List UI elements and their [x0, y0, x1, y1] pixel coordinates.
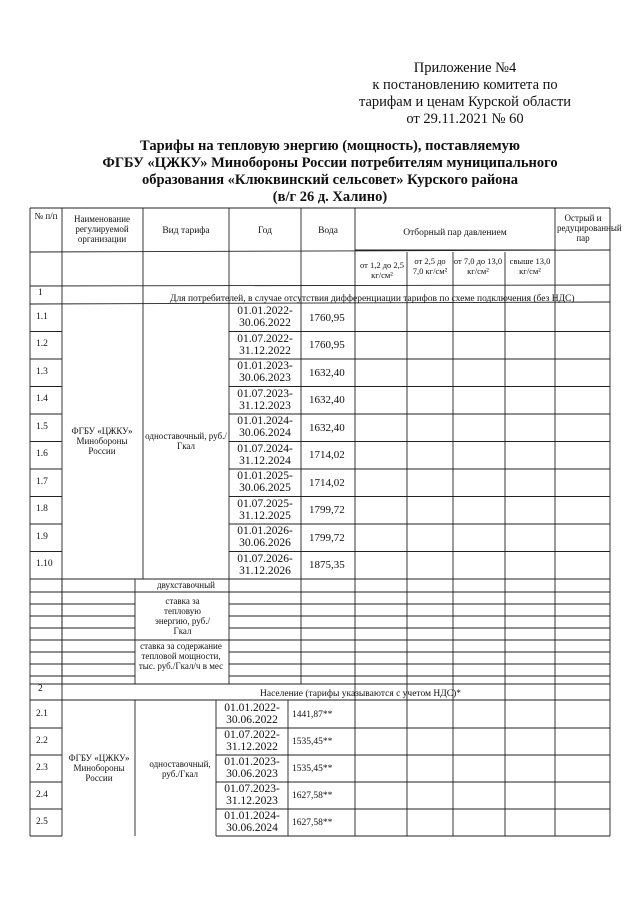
row-number: 1.8 [36, 504, 48, 515]
tariff-value: 1535,45** [292, 736, 333, 747]
tariff-value: 1760,95 [309, 311, 345, 324]
header-tariff-type: Вид тарифа [162, 226, 210, 236]
period-end: 30.06.2022 [226, 714, 278, 726]
title-line-3: образования «Клюквинский сельсовет» Курского района [141, 172, 519, 188]
row-number: 2.1 [36, 708, 48, 719]
period-start: 01.07.2022- [224, 729, 280, 741]
appendix-line-3: тарифам и ценам Курской области [358, 94, 572, 110]
row-number: 1.9 [36, 531, 48, 542]
appendix-line-1: Приложение №4 [413, 60, 517, 76]
org-name-1: ФГБУ «ЦЖКУ» Минобороны России [71, 426, 133, 456]
header-sharp-steam: Острый и редуцированный пар [557, 213, 622, 243]
period-end: 30.06.2023 [239, 372, 291, 384]
header-p2: от 2,5 до 7,0 кг/см² [412, 256, 448, 276]
appendix-line-2: к постановлению комитета по [372, 77, 558, 93]
title-line-2: ФГБУ «ЦЖКУ» Минобороны России потребителям муниципального [102, 155, 558, 171]
energy-rate-label: ставка за тепловую энергию, руб./Гкал [155, 596, 210, 636]
period-end: 30.06.2022 [239, 317, 291, 329]
row-number: 1.4 [36, 394, 48, 405]
tariff-value: 1535,45** [292, 763, 333, 774]
tariff-value: 1632,40 [309, 366, 345, 379]
period-end: 31.12.2024 [239, 454, 291, 467]
row-number: 1.3 [36, 366, 48, 377]
tariff-value: 1441,87** [292, 709, 333, 720]
two-rate-label: двухставочный [157, 580, 215, 590]
header-year: Год [258, 226, 272, 236]
row-number: 2.5 [36, 816, 48, 827]
row-number: 1.7 [36, 476, 48, 487]
tariff-value: 1760,95 [309, 339, 345, 352]
tariff-value: 1875,35 [309, 559, 345, 572]
period-end: 30.06.2024 [226, 822, 278, 834]
period-start: 01.01.2023- [224, 756, 280, 768]
single-rate-2: одноставочный, руб./Гкал [149, 759, 211, 779]
row-number: 2.2 [36, 735, 48, 746]
row-number: 1.2 [36, 339, 48, 350]
header-p1: от 1,2 до 2,5 кг/см² [359, 260, 405, 280]
section-2-num: 2 [38, 684, 43, 694]
header-org: Наименование регулируемой организации [73, 214, 131, 244]
header-num: № п/п [34, 211, 58, 221]
period-start: 01.01.2022- [237, 305, 293, 317]
period-start: 01.07.2026- [237, 552, 293, 565]
appendix-line-4: от 29.11.2021 № 60 [406, 111, 524, 127]
tariff-value: 1799,72 [309, 504, 345, 517]
grid-line [30, 285, 610, 286]
row-number: 1.5 [36, 421, 48, 432]
period-end: 31.12.2026 [239, 564, 291, 577]
single-rate-1: одноставочный, руб./Гкал [145, 431, 227, 451]
period-end: 30.06.2024 [239, 427, 291, 439]
period-start: 01.07.2022- [237, 332, 293, 345]
row-number: 2.3 [36, 762, 48, 773]
header-p4: свыше 13,0 кг/см² [509, 256, 551, 276]
row-number: 1.1 [36, 311, 48, 322]
org-name-2: ФГБУ «ЦЖКУ» Минобороны России [68, 753, 130, 783]
tariff-value: 1632,40 [309, 421, 345, 434]
header-water: Вода [318, 226, 338, 236]
period-start: 01.07.2023- [237, 387, 293, 400]
title-line-4: (в/г 26 д. Халино) [272, 189, 388, 205]
period-start: 01.01.2026- [237, 525, 293, 537]
header-p3: от 7,0 до 13,0 кг/см² [453, 256, 503, 276]
period-end: 31.12.2023 [239, 399, 291, 412]
period-start: 01.01.2023- [237, 360, 293, 372]
tariff-value: 1627,58** [292, 817, 333, 828]
period-end: 31.12.2022 [239, 344, 291, 357]
period-start: 01.01.2025- [237, 470, 293, 482]
capacity-rate-label: ставка за содержание тепловой мощности, тыс. руб./Гкал/ч в мес [138, 641, 224, 671]
tariff-value: 1799,72 [309, 531, 345, 544]
title-line-1: Тарифы на тепловую энергию (мощность), поставляемую [140, 138, 520, 154]
period-end: 30.06.2025 [239, 482, 291, 494]
period-end: 31.12.2025 [239, 509, 291, 522]
row-number: 2.4 [36, 789, 48, 800]
period-end: 30.06.2023 [226, 768, 278, 780]
period-end: 30.06.2026 [239, 537, 291, 549]
row-number: 1.6 [36, 449, 48, 460]
tariff-value: 1714,02 [309, 476, 345, 489]
period-start: 01.01.2024- [224, 810, 280, 822]
section-1-num: 1 [38, 288, 43, 298]
period-end: 31.12.2022 [226, 741, 278, 753]
header-steam: Отборный пар давлением [403, 228, 507, 238]
tariff-value: 1632,40 [309, 394, 345, 407]
row-number: 1.10 [36, 559, 53, 570]
section-2-label: Население (тарифы указываются с учетом НДС)* [260, 689, 461, 699]
period-start: 01.07.2025- [237, 497, 293, 510]
section-1-label: Для потребителей, в случае отсутствия дифференциации тарифов по схеме подключения (без НДС) [170, 294, 575, 304]
tariff-value: 1714,02 [309, 449, 345, 462]
period-start: 01.07.2024- [237, 442, 293, 455]
period-start: 01.07.2023- [224, 783, 280, 795]
tariff-value: 1627,58** [292, 790, 333, 801]
period-start: 01.01.2022- [224, 702, 280, 714]
period-start: 01.01.2024- [237, 415, 293, 427]
period-end: 31.12.2023 [226, 795, 278, 807]
